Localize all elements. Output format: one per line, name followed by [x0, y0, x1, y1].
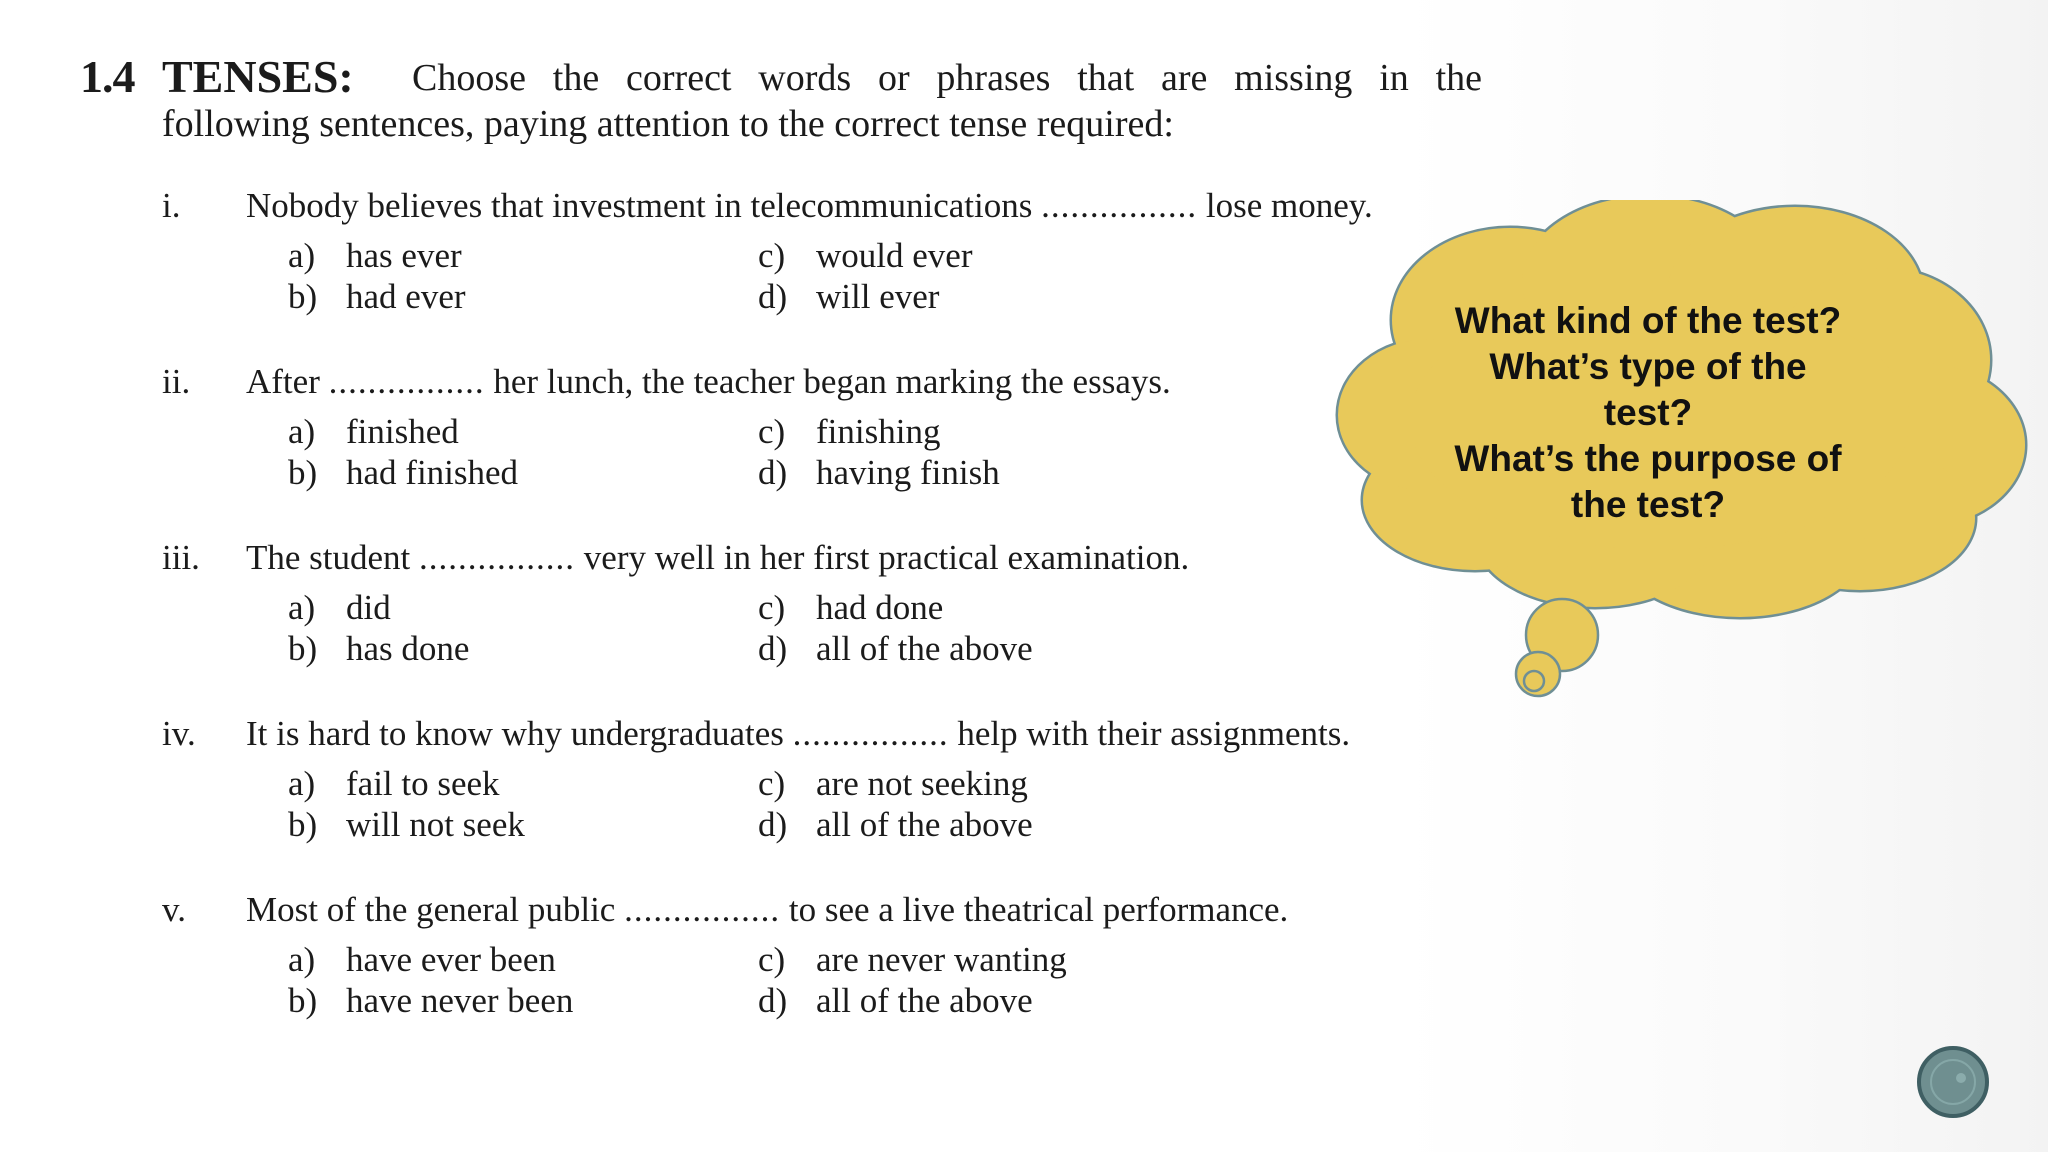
callout-line: test?: [1603, 392, 1693, 433]
option-letter: a): [288, 764, 316, 803]
question-text-after: very well in her first practical examination.: [583, 538, 1190, 577]
option-text: all of the above: [816, 981, 1033, 1020]
question-number: i.: [162, 186, 181, 225]
section-number: 1.4: [80, 51, 135, 102]
option-c: [758, 412, 940, 452]
question-item: [162, 714, 1402, 864]
option-b: [288, 453, 518, 493]
option-text: will ever: [816, 277, 940, 316]
option-c: [758, 236, 972, 276]
answer-blank: ................: [419, 538, 576, 577]
callout-questions: [1430, 298, 1866, 528]
option-text: are not seeking: [816, 764, 1028, 803]
option-b: [288, 629, 469, 669]
option-b: [288, 981, 573, 1021]
question-text-before: After: [246, 362, 320, 401]
callout-line: What kind of the test?: [1454, 300, 1842, 341]
option-text: finishing: [816, 412, 941, 451]
option-d: [758, 981, 1033, 1021]
answer-blank: ................: [328, 362, 485, 401]
option-text: had finished: [346, 453, 519, 492]
slide-nav-button[interactable]: [1917, 1046, 1989, 1118]
option-letter: c): [758, 940, 786, 979]
question-number: iv.: [162, 714, 196, 753]
question-item: [162, 186, 1402, 336]
option-a: [288, 236, 462, 276]
question-text-after: lose money.: [1205, 186, 1373, 225]
option-letter: a): [288, 236, 316, 275]
option-text: finished: [346, 412, 459, 451]
question-item: [162, 538, 1402, 688]
question-text-after: to see a live theatrical performance.: [788, 890, 1289, 929]
option-letter: d): [758, 629, 788, 668]
option-d: [758, 629, 1033, 669]
option-c: [758, 588, 943, 628]
option-a: [288, 940, 556, 980]
circle-nav-button-icon: [1921, 1050, 1985, 1114]
option-text: have never been: [346, 981, 574, 1020]
option-c: [758, 764, 1028, 804]
option-letter: b): [288, 629, 318, 668]
question-text-before: Nobody believes that investment in telecommunications: [246, 186, 1033, 225]
option-b: [288, 805, 525, 845]
option-text: had done: [816, 588, 944, 627]
option-text: has done: [346, 629, 470, 668]
option-letter: c): [758, 236, 786, 275]
option-letter: b): [288, 277, 318, 316]
option-text: fail to seek: [346, 764, 500, 803]
answer-blank: ................: [624, 890, 781, 929]
question-text: [246, 538, 1189, 578]
option-letter: d): [758, 453, 788, 492]
option-letter: c): [758, 764, 786, 803]
callout-line: What’s type of the: [1489, 346, 1807, 387]
option-d: [758, 453, 1000, 493]
option-letter: c): [758, 412, 786, 451]
question-text-before: It is hard to know why undergraduates: [246, 714, 784, 753]
question-text: [246, 186, 1373, 226]
callout-line: the test?: [1570, 484, 1726, 525]
option-letter: c): [758, 588, 786, 627]
question-text-before: The student: [246, 538, 411, 577]
option-letter: a): [288, 940, 316, 979]
question-text-before: Most of the general public: [246, 890, 616, 929]
option-letter: d): [758, 805, 788, 844]
option-text: all of the above: [816, 629, 1033, 668]
option-text: did: [346, 588, 391, 627]
option-text: will not seek: [346, 805, 525, 844]
option-a: [288, 412, 459, 452]
option-letter: b): [288, 805, 318, 844]
instruction-line-1: Choose the correct words or phrases that are missing in the: [412, 57, 1482, 99]
question-item: [162, 890, 1402, 1040]
question-text-after: help with their assignments.: [957, 714, 1351, 753]
section-title: TENSES:: [162, 51, 354, 102]
option-text: had ever: [346, 277, 466, 316]
answer-blank: ................: [1041, 186, 1198, 225]
instruction-line-2: following sentences, paying attention to the correct tense required:: [162, 103, 1174, 145]
option-c: [758, 940, 1067, 980]
option-text: all of the above: [816, 805, 1033, 844]
option-text: are never wanting: [816, 940, 1067, 979]
question-text-after: her lunch, the teacher began marking the essays.: [493, 362, 1171, 401]
option-text: having finish: [816, 453, 1000, 492]
question-text: [246, 362, 1171, 402]
question-number: iii.: [162, 538, 200, 577]
option-b: [288, 277, 466, 317]
option-text: have ever been: [346, 940, 556, 979]
question-item: [162, 362, 1402, 512]
option-letter: d): [758, 981, 788, 1020]
question-text: [246, 890, 1288, 930]
option-d: [758, 805, 1033, 845]
thought-bubble-callout: [1320, 200, 2040, 700]
option-d: [758, 277, 939, 317]
option-text: has ever: [346, 236, 462, 275]
option-a: [288, 588, 391, 628]
option-letter: b): [288, 981, 318, 1020]
question-number: ii.: [162, 362, 191, 401]
thought-bubble-small: [1524, 671, 1544, 691]
option-letter: a): [288, 412, 316, 451]
question-number: v.: [162, 890, 186, 929]
option-letter: d): [758, 277, 788, 316]
question-text: [246, 714, 1350, 754]
option-text: would ever: [816, 236, 973, 275]
option-letter: b): [288, 453, 318, 492]
callout-line: What’s the purpose of: [1454, 438, 1842, 479]
answer-blank: ................: [792, 714, 949, 753]
option-a: [288, 764, 500, 804]
option-letter: a): [288, 588, 316, 627]
